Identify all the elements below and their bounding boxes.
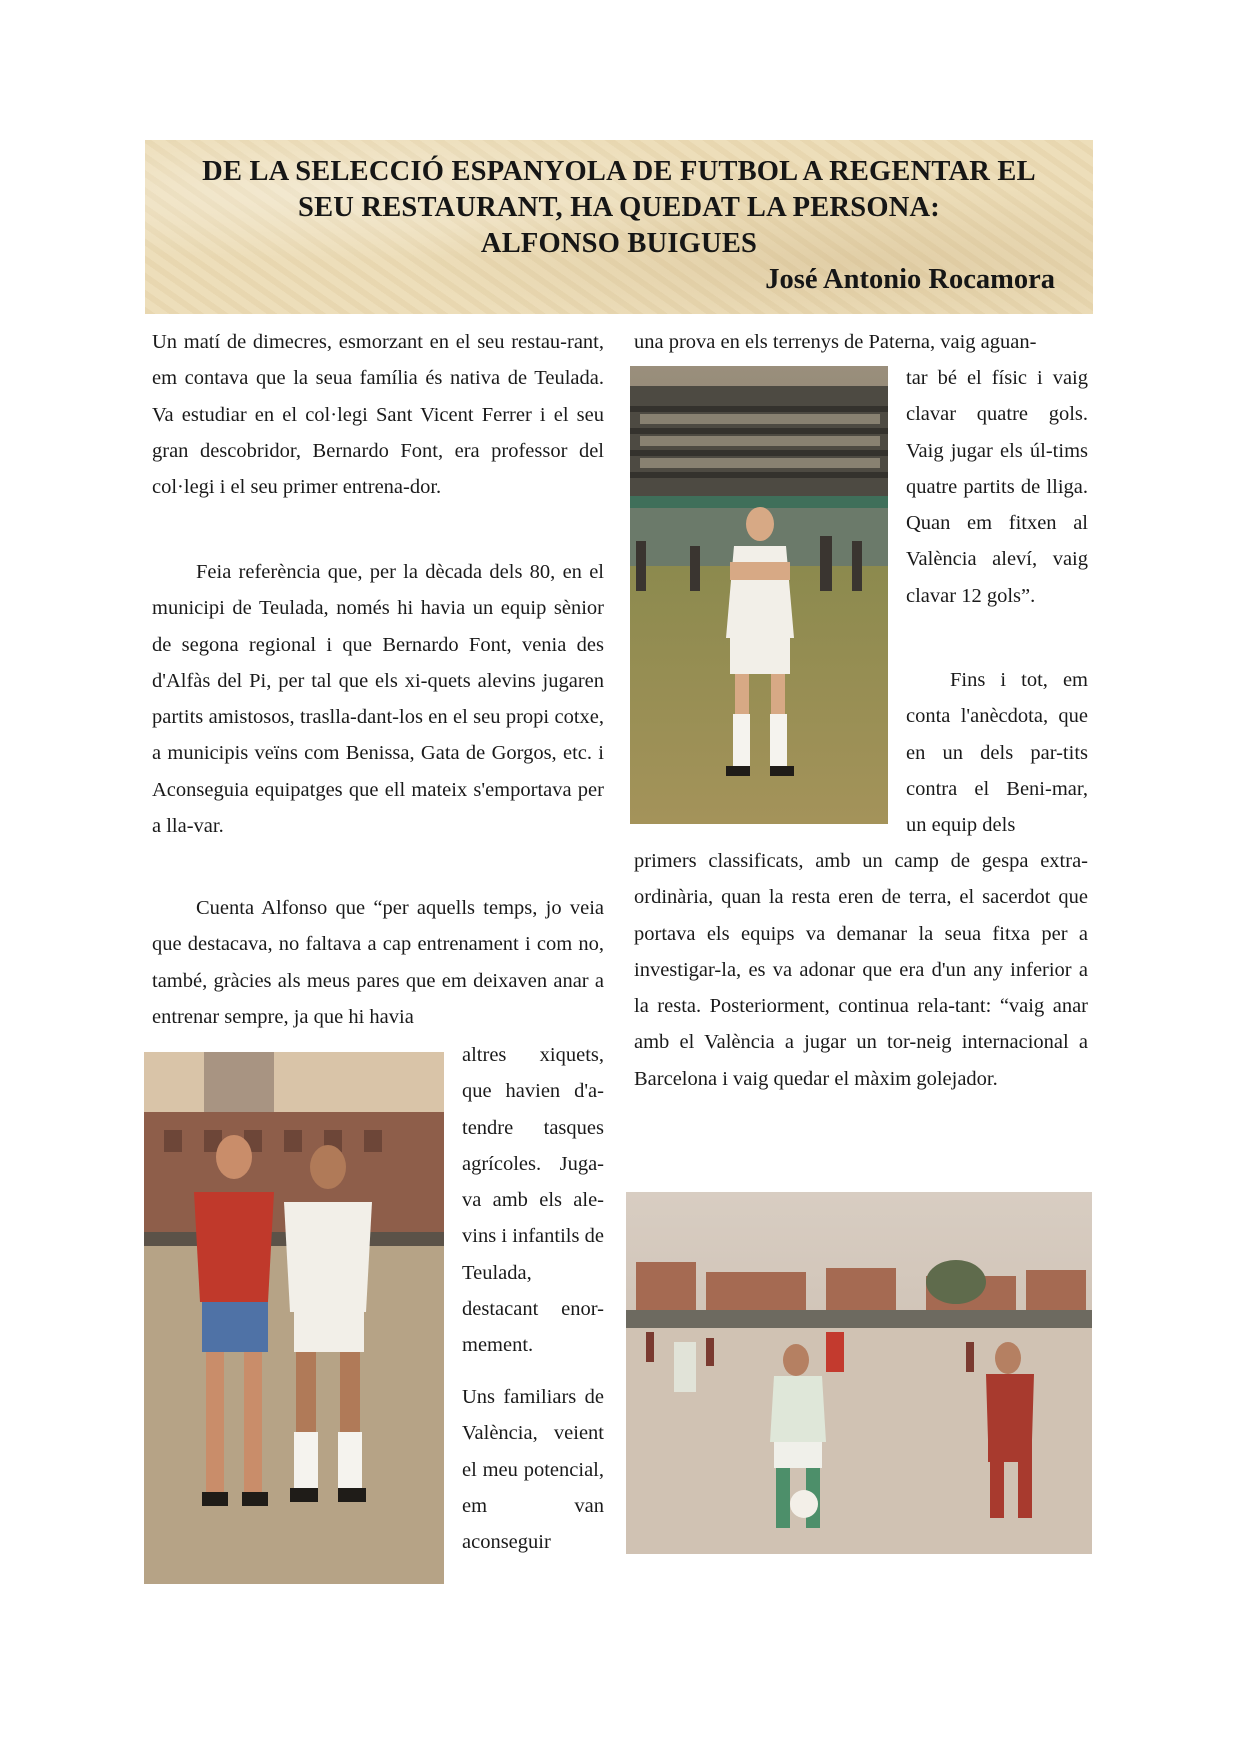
title-line-2: SEU RESTAURANT, HA QUEDAT LA PERSONA: bbox=[298, 192, 940, 223]
photo-match-action bbox=[626, 1192, 1092, 1554]
match-action-image bbox=[626, 1192, 1092, 1554]
paragraph-trial-first-line: una prova en els terrenys de Paterna, vaig aguan- bbox=[634, 331, 1037, 353]
author-name: José Antonio Rocamora bbox=[765, 264, 1055, 295]
paragraph-quote-start: Cuenta Alfonso que “per aquells temps, jo veia que destacava, no faltava a cap entrenament i com no, també, gràcies als meus pares que em deixaven anar a entrenar sempre, ja que hi havia bbox=[152, 897, 604, 1028]
two-players-image bbox=[144, 1052, 444, 1584]
paragraph-anecdote-wrap: Fins i tot, em conta l'anècdota, que en un dels par-tits contra el Beni-mar, un equip dels bbox=[906, 669, 1088, 837]
paragraph-family: Uns familiars de València, veient el meu potencial, em van aconseguir bbox=[462, 1386, 604, 1554]
player-standing-image bbox=[630, 366, 888, 824]
photo-player-stadium bbox=[630, 366, 888, 824]
photo-two-players bbox=[144, 1052, 444, 1584]
paragraph-anecdote: primers classificats, amb un camp de gespa extra-ordinària, quan la resta eren de terra, el sacerdot que portava els equips va demanar la seua fitxa per a investigar-la, es va adonar que era d'un any inferior a la resta. Posteriorment, continua rela-tant: “vaig anar amb el València a jugar un tor-neig internacional a Barcelona i vaig quedar el màxim golejador. bbox=[634, 850, 1088, 1090]
title-banner bbox=[145, 140, 1093, 314]
paragraph-trial-wrap: tar bé el físic i vaig clavar quatre gols. Vaig jugar els úl-tims quatre partits de lliga. Quan em fitxen al València aleví, vaig clavar 12 gols”. bbox=[906, 367, 1088, 607]
paragraph-intro: Un matí de dimecres, esmorzant en el seu restau-rant, em contava que la seua família és nativa de Teulada. Va estudiar en el col·legi Sant Vicent Ferrer i el seu gran descobridor, Bernardo Font, era professor del col·legi i el seu primer entrena-dor. bbox=[152, 331, 604, 499]
paragraph-quote-continued: altres xiquets, que havien d'a-tendre tasques agrícoles. Juga-va amb els ale-vins i infantils de Teulada, destacant enor-mement. bbox=[462, 1044, 604, 1357]
paragraph-eighties: Feia referència que, per la dècada dels 80, en el municipi de Teulada, només hi havia un equip sènior de segona regional i que Bernardo Font, venia des d'Alfàs del Pi, per tal que els xi-quets alevins jugaren partits amistosos, traslla-dant-los en el seu propi cotxe, a municipis veïns com Benissa, Gata de Gorgos, etc. i Aconseguia equipatges que ell mateix s'emportava per a lla-var. bbox=[152, 561, 604, 838]
title-line-1: DE LA SELECCIÓ ESPANYOLA DE FUTBOL A REGENTAR EL bbox=[202, 156, 1036, 187]
title-line-3: ALFONSO BUIGUES bbox=[480, 228, 758, 259]
